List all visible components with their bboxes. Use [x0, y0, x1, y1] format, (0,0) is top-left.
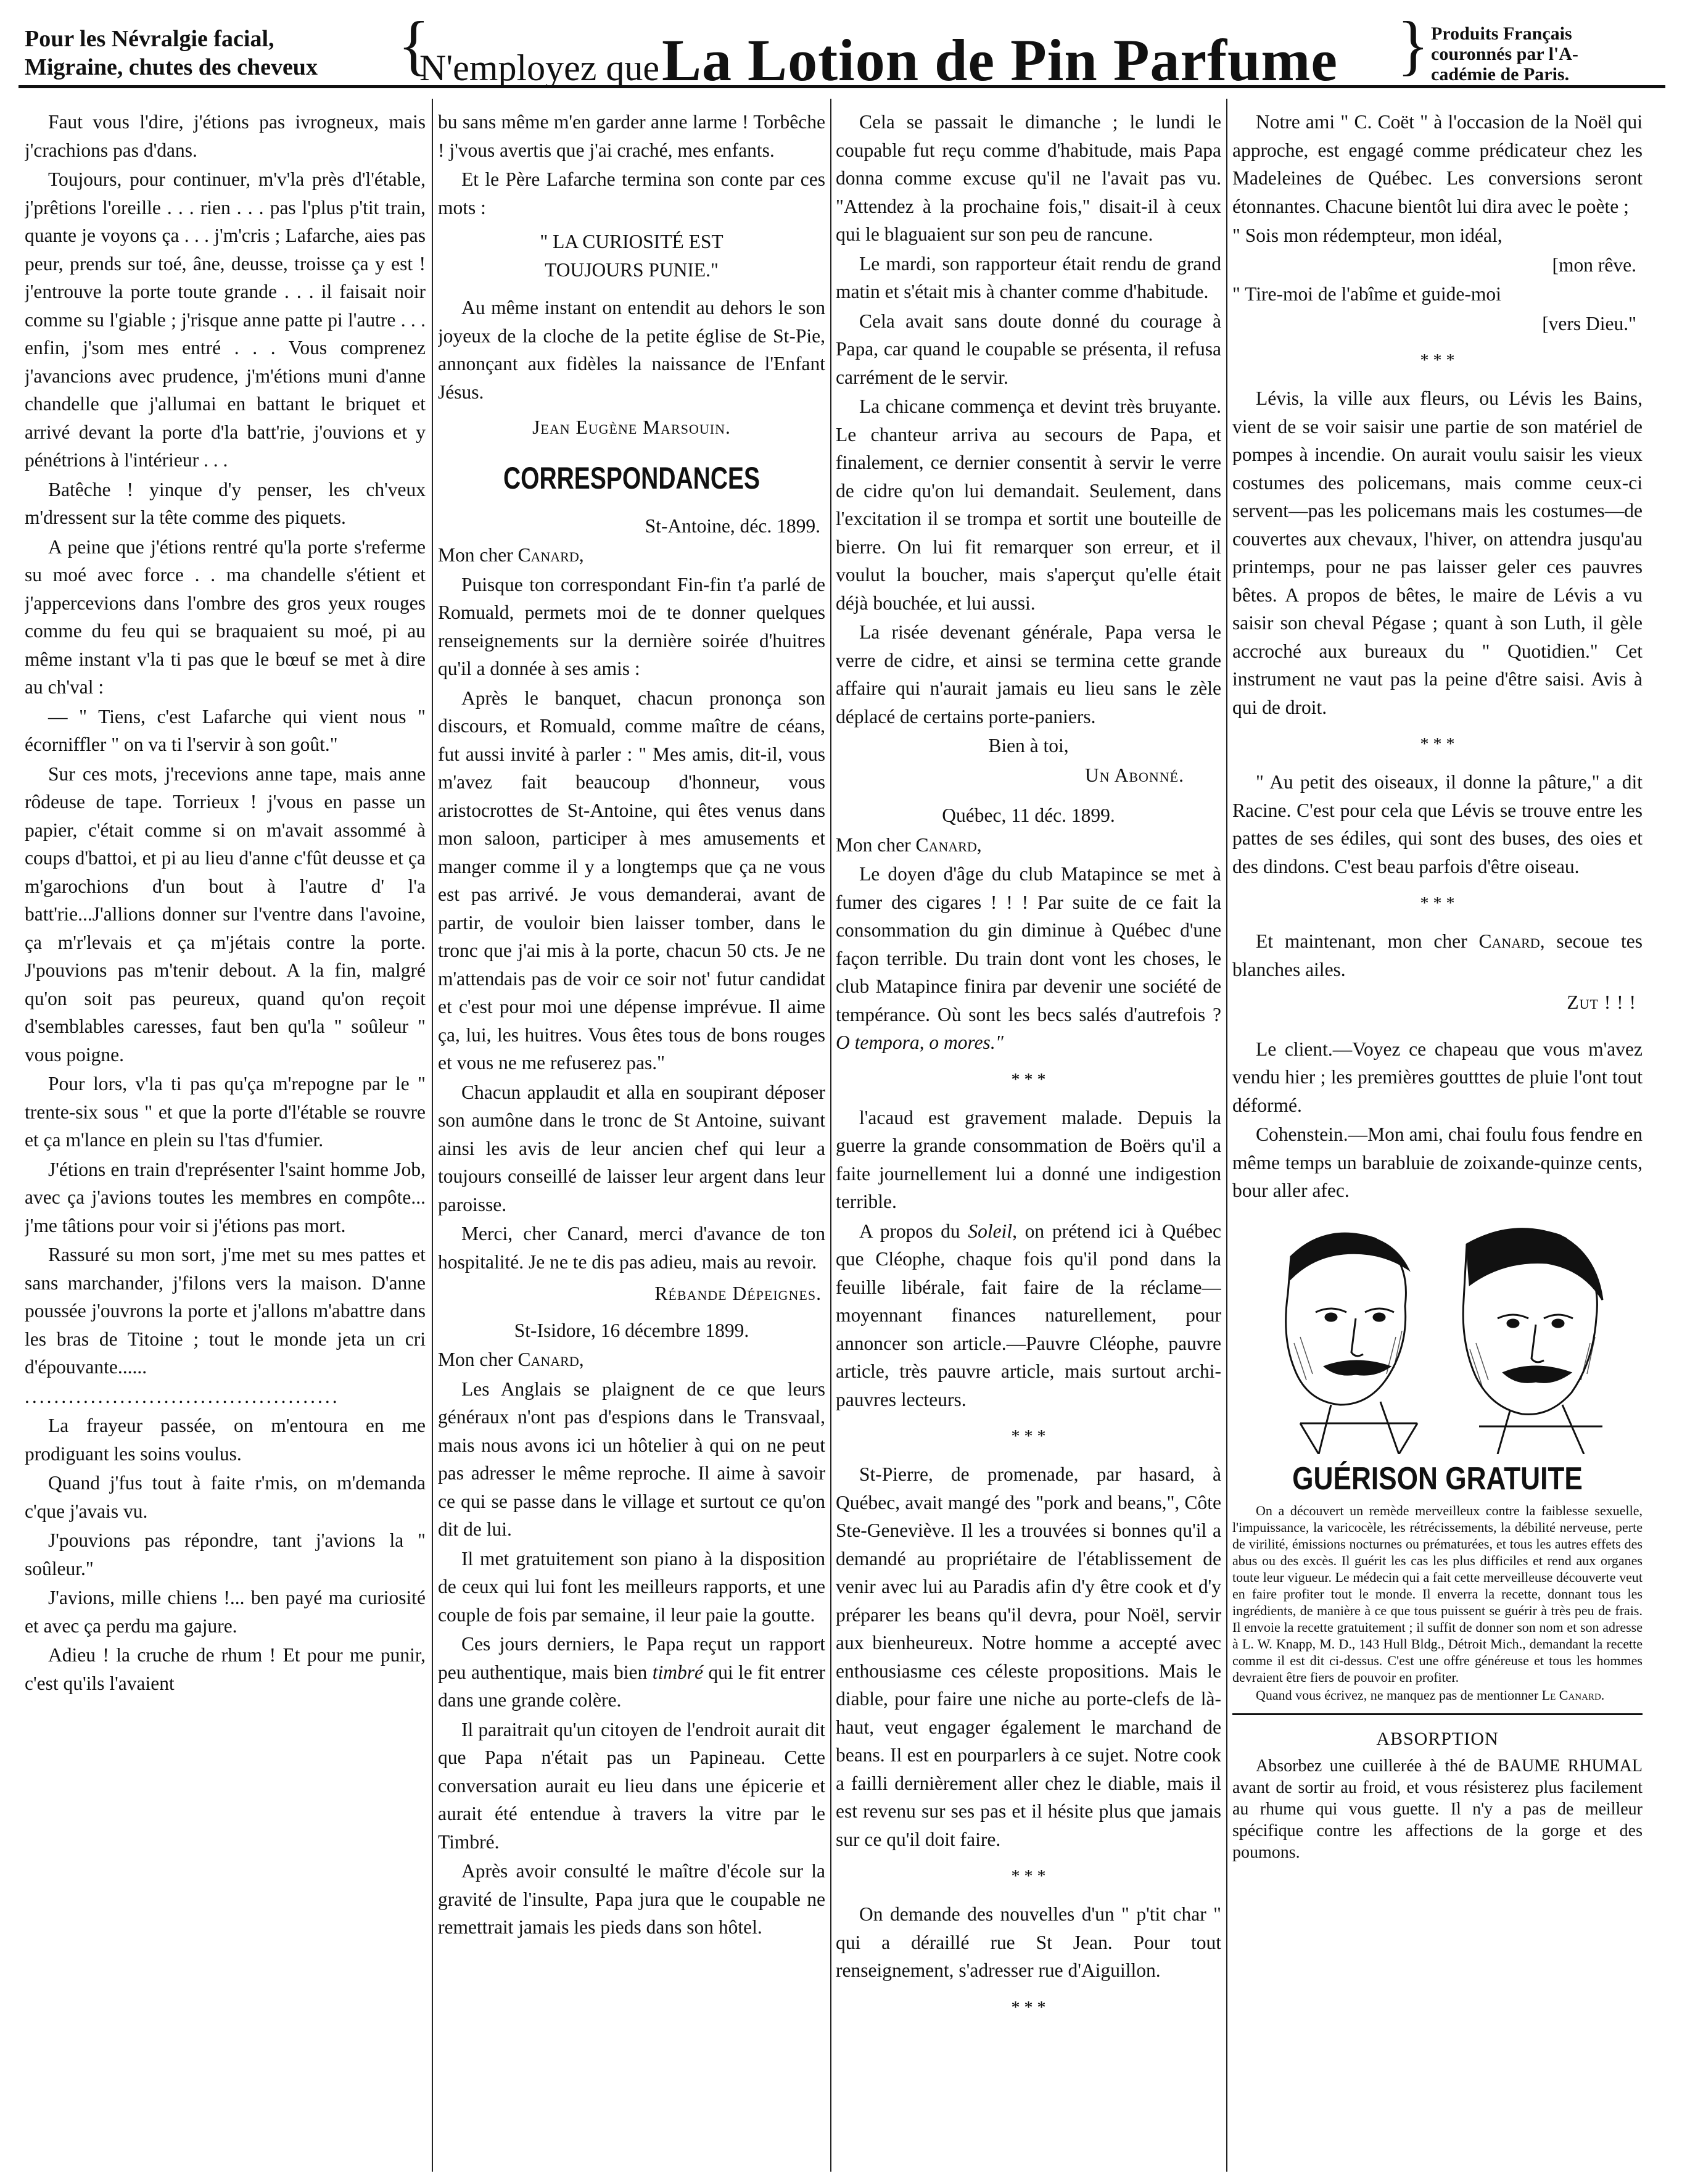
paragraph: Sur ces mots, j'recevions anne tape, mais anne rôdeuse de tape. Torrieux ! j'vous en passe un papier, c'était comme si on m'avait assommé à coups d'battoi, et pi au lieu d'anne c'fût deusse et ça m'garochions d'un bout à l'autre d' l'a batt'rie...J'allions donner sur l'ventre dans l'avoine, ça m'r'levais et ça m'jétais contre la porte. J'pouvions pas m'tenir debout. A la fin, malgré qu'on soit pas peureux, quand qu'on reçoit d'semblables caresses, faut ben qu'la " soûleur " vous poigne.: [25, 763, 426, 1065]
column-3: [836, 108, 1221, 2169]
masthead-prefix: N'employez que: [419, 48, 660, 88]
text-run: Le doyen d'âge du club Matapince se met à fumer des cigares ! ! ! Par suite de ce fait la consommation du gin diminue à Québec d'une façon terrible. Du train dont vont les choses, le club Matapince finira par devenir une société de tempérance. Où sont les becs salés d'autrefois ?: [836, 863, 1221, 1025]
quote-line: TOUJOURS PUNIE.": [545, 259, 719, 281]
dateline: St-Isidore, 16 décembre 1899.: [514, 1319, 749, 1341]
paragraph: La frayeur passée, on m'entoura en me prodiguant les soins voulus.: [25, 1415, 426, 1465]
quote-line: " LA CURIOSITÉ EST: [540, 231, 724, 252]
asterism-separator: * * *: [1420, 351, 1455, 370]
salutation-text: Mon cher: [438, 544, 518, 566]
paragraph: [836, 860, 1221, 1057]
column-rule-3: [1226, 99, 1227, 2172]
paragraph: bu sans même m'en garder anne larme ! Torbêche ! j'vous avertis que j'ai craché, mes enfants.: [438, 111, 825, 161]
column-1: [25, 108, 426, 2169]
column-4: [1232, 108, 1643, 2169]
paragraph: Lévis, la ville aux fleurs, ou Lévis les Bains, vient de se voir saisir une partie de son matériel de pompes à incendie. On aurait voulu saisir les vieux costumes des policemans, mais comme ceux-ci servent—pas les policemans mais les costumes—de couvertes aux chevaux, l'hiver, on attendra jusqu'au printemps, pour ne pas laisser geler ces pauvres bêtes. A propos de bêtes, le maire de Lévis a vu saisir son cheval Pégase ; quant à son Luth, il gèle accroché aux bureaux du " Quotidien." Cet instrument ne vaut pas la peine d'être saisi. Avis à qui de droit.: [1232, 387, 1643, 718]
masthead-right-line2: couronnés par l'A-: [1431, 44, 1578, 64]
asterism-separator: * * *: [1011, 1427, 1046, 1446]
italic-run: O tempora, o mores.": [836, 1032, 1004, 1053]
paragraph: Après avoir consulté le maître d'école sur la gravité de l'insulte, Papa jura que le coupable ne remettrait jamais les pieds dans son hôtel.: [438, 1860, 825, 1938]
two-portraits-engraving: [1232, 1220, 1639, 1454]
masthead-right-line3: cadémie de Paris.: [1431, 64, 1570, 85]
author-signature: Zut ! ! !: [1567, 991, 1636, 1013]
paragraph: [836, 1217, 1221, 1414]
asterism-separator: * * *: [1420, 735, 1455, 754]
advertisement-heading: ABSORPTION: [1376, 1728, 1499, 1749]
text-run: , on prétend ici à Québec que Cléophe, chaque fois qu'il pond dans la feuille libérale, fait faire de la réclame—moyennant finances naturellement, pour annoncer son article.—Pauvre Cléophe, pauvre article, très pauvre article, mais surtout archi-pauvres lecteurs.: [836, 1220, 1221, 1410]
author-signature: Rébande Dépeignes.: [654, 1283, 822, 1304]
asterism-separator: * * *: [1420, 894, 1455, 913]
paragraph: La risée devenant générale, Papa versa le verre de cidre, et ainsi se termina cette grande affaire qui n'aurait jamais eu lieu sans le zèle déplacé de certains porte-paniers.: [836, 621, 1221, 727]
paragraph: Quand j'fus tout à faite r'mis, on m'demanda c'que j'avais vu.: [25, 1472, 426, 1522]
paragraph: On demande des nouvelles d'un " p'tit char " qui a déraillé rue St Jean. Pour tout renseignement, s'adresser rue d'Aiguillon.: [836, 1903, 1221, 1981]
column-rule-2: [830, 99, 831, 2172]
paragraph: A peine que j'étions rentré qu'la porte s'referme su moé avec force . . ma chandelle s'étient et j'appercevions dans l'ombre des gros yeux rouges comme du feu qui se braquaient su moé, pi au même instant v'la ti pas que le bœuf se met à dire au ch'val :: [25, 536, 426, 698]
advertisement-divider: [1232, 1713, 1643, 1715]
salutation-name: Canard,: [517, 544, 584, 566]
paragraph: Au même instant on entendit au dehors le son joyeux de la cloche de la petite église de St-Pie, annonçant aux fidèles la naissance de l'Enfant Jésus.: [438, 297, 825, 403]
paragraph: Cela se passait le dimanche ; le lundi le coupable fut reçu comme d'habitude, mais Papa donna comme excuse qu'il ne l'avait pas vu. "Attendez à la prochaine fois," disait-il à ceux qui le blaguaient sur son peu de rancune.: [836, 111, 1221, 245]
paragraph: J'étions en train d'représenter l'saint homme Job, avec ça j'avions toutes les membres en compôte... j'me tâtions pour voir si j'étions pas mort.: [25, 1158, 426, 1236]
paragraph: Rassuré su mon sort, j'me met su mes pattes et sans marchander, j'filons vers la maison. D'anne poussée j'ouvrons la porte et j'allons m'abattre dans les bras de Titoine ; tout le monde jeta un cri d'épouvante......: [25, 1244, 426, 1378]
poem-line: " Sois mon rédempteur, mon idéal,: [1232, 225, 1503, 246]
paragraph: Chacun applaudit et alla en soupirant déposer son aumône dans le tronc de St Antoine, suivant ainsi les avis de leur ancien chef qui leur a toujours conseillé de laisser leur argent dans leur paroisse.: [438, 1081, 825, 1215]
paragraph: Faut vous l'dire, j'étions pas ivrogneux, mais j'crachions pas d'dans.: [25, 111, 426, 161]
paragraph: J'avions, mille chiens !... ben payé ma curiosité et avec ça perdu ma gajure.: [25, 1587, 426, 1637]
column-rule-1: [432, 99, 433, 2172]
paragraph: J'pouvions pas répondre, tant j'avions la " soûleur.": [25, 1529, 426, 1579]
paragraph: [1232, 927, 1643, 983]
salutation-text: Mon cher: [438, 1349, 518, 1370]
advertisement-footnote: [1232, 1687, 1643, 1703]
paragraph: Il paraitrait qu'un citoyen de l'endroit aurait dit que Papa n'était pas un Papineau. Cette conversation aurait eu lieu dans une épicerie et aurait été entendue à travers la vitre par le Timbré.: [438, 1718, 825, 1853]
paragraph: Le mardi, son rapporteur était rendu de grand matin et s'était mis à chanter comme d'habitude.: [836, 252, 1221, 302]
asterism-separator: * * *: [1011, 1998, 1046, 2017]
paragraph: — " Tiens, c'est Lafarche qui vient nous " écorniffler " on va ti l'servir à son goût.": [25, 705, 426, 755]
left-brace: {: [398, 9, 430, 82]
paragraph: Notre ami " C. Coët " à l'occasion de la Noël qui approche, est engagé comme prédicateur chez les Madeleines de Québec. Les conversions seront étonnantes. Chacune bientôt lui dira avec le poète ;: [1232, 111, 1643, 217]
paragraph: Et le Père Lafarche termina son conte par ces mots :: [438, 168, 825, 218]
text-run: Quand vous écrivez, ne manquez pas de mentionner: [1256, 1687, 1542, 1703]
paragraph: l'acaud est gravement malade. Depuis la guerre la grande consommation de Boërs qu'il a faite journellement lui a donné une indigestion terrible.: [836, 1106, 1221, 1212]
masthead-left-line2: Migraine, chutes des cheveux: [25, 54, 318, 80]
column-2: [438, 108, 825, 2169]
masthead-left-tagline: [25, 25, 389, 81]
dateline: St-Antoine, déc. 1899.: [645, 515, 820, 537]
text-run: Et maintenant, mon cher: [1256, 930, 1479, 952]
canard-name: Le Canard.: [1541, 1687, 1605, 1703]
salutation: [438, 1346, 825, 1374]
paragraph: Merci, cher Canard, merci d'avance de ton hospitalité. Je ne te dis pas adieu, mais au revoir.: [438, 1223, 825, 1273]
dateline: Québec, 11 déc. 1899.: [942, 805, 1115, 826]
paragraph: Cela avait sans doute donné du courage à Papa, car quand le coupable se présenta, il refusa carrément de le servir.: [836, 310, 1221, 388]
text-run: Ces jours derniers, le Papa reçut un rapport peu authentique, mais bien: [438, 1633, 825, 1683]
paragraph: St-Pierre, de promenade, par hasard, à Québec, avait mangé des "pork and beans,", Côte Ste-Geneviève. Il les a trouvées si bonnes qu'il a demandé au propriétaire de l'établissement de venir avec lui au Paradis afin d'y être cook et d'y préparer les beans qu'il devra, pour Noël, servir aux bienheureux. Notre homme a accepté avec enthousiasme ces céleste propositions. Mais le diable, pour faire une niche au porte-clefs de là-haut, veut engager également le marchand de beans. Il est en pourparlers à ce sujet. Notre cook a failli dernièrement aller chez le diable, mais il est revenu sur ses pas et il hésite plus que jamais sur ce qu'il doit faire.: [836, 1463, 1221, 1850]
salutation-text: Mon cher: [836, 833, 916, 856]
paragraph: Adieu ! la cruche de rhum ! Et pour me punir, c'est qu'ils l'avaient: [25, 1644, 426, 1694]
text-run: qui le fit entrer dans une grande colère.: [438, 1661, 825, 1711]
paragraph: Après le banquet, chacun prononça son discours, et Romuald, comme maître de céans, fut aussi invité à parler : " Mes amis, dit-il, vous m'avez fait beaucoup d'honneur, vous aristocrottes de St-Antoine, qui êtes venus dans mon saloon, participer à mes amusements et manger comme il y a longtemps que ça ne vous est pas arrivé. Je vous demanderai, avant de partir, de vouloir bien laisser tomber, dans le tronc que j'ai mis à la porte, chacun 50 cts. Je ne m'attendais pas de voir ce soir not' futur candidat et c'est pour moi une dépense imprévue. Il aime ça, lui, les huitres. Vous êtes tous de bons rouges et vous ne me refuserez pas.": [438, 687, 825, 1073]
masthead-center: [419, 26, 1400, 94]
paragraph: Il met gratuitement son piano à la disposition de ceux qui lui font les meilleurs rapports, et une couple de fois par semaine, il leur paie la goutte.: [438, 1547, 825, 1626]
paragraph: Pour lors, v'la ti pas qu'ça m'repogne par le " trente-six sous " et que la porte d'l'étable se rouvre et ça m'lance en plein su l'tas d'fumier.: [25, 1073, 426, 1151]
paragraph: " Au petit des oiseaux, il donne la pâture," a dit Racine. C'est pour cela que Lévis se trouve entre les pattes de ses édiles, qui sont des buses, des oies et des dindons. C'est beau parfois d'être oiseau.: [1232, 771, 1643, 877]
masthead-title: La Lotion de Pin Parfume: [662, 27, 1338, 93]
masthead-left-line1: Pour les Névralgie facial,: [25, 26, 274, 52]
author-signature: Un Abonné.: [1084, 764, 1184, 786]
asterism-separator: * * *: [1011, 1070, 1046, 1090]
paragraph: Toujours, pour continuer, m'v'la près d'l'étable, j'prêtions l'oreille . . . rien . . . pas l'plus p'tit train, quante je voyons ça . . . j'm'cris ; Lafarche, aies pas peur, prends sur toé, âne, deusse, troisse ça y est ! j'entrouve la porte toute grande . . . il faisait noir comme su l'giable ; j'risque anne patte pi l'autre . . . enfin, j'som mes entré . . . Vous comprenez j'avancions avec prudence, j'm'étions muni d'anne chandelle que j'allumai en battant le briquet et arrivé devant la porte d'la batt'rie, j'ouvions et y pénétrions à l'intérieur . . .: [25, 168, 426, 471]
masthead-banner: [19, 9, 1665, 93]
advertisement-heading: GUÉRISON GRATUITE: [1292, 1460, 1583, 1497]
italic-run: timbré: [652, 1661, 703, 1683]
letter-closing: Bien à toi,: [988, 735, 1069, 756]
salutation-name: Canard,: [915, 833, 982, 856]
poem-line: " Tire-moi de l'abîme et guide-moi: [1232, 283, 1501, 305]
advertisement-illustration: [1232, 1220, 1643, 1454]
salutation-name: Canard,: [517, 1349, 584, 1370]
author-signature: Jean Eugène Marsouin.: [532, 416, 731, 438]
masthead-right-line1: Produits Français: [1431, 23, 1572, 44]
masthead-right-tagline: [1431, 23, 1665, 85]
paragraph: Cohenstein.—Mon ami, chai foulu fous fendre en même temps un barabluie de zoixande-quinze cents, bour aller afec.: [1232, 1123, 1643, 1201]
salutation: [438, 541, 825, 569]
paragraph: Les Anglais se plaignent de ce que leurs généraux n'ont pas d'espions dans le Transvaal, mais nous avons ici un hôtelier à qui on ne peut pas adresser le même reproche. Il aime à savoir ce qui se passe dans le village et surtout ce qu'on dit de lui.: [438, 1378, 825, 1540]
advertisement-body: On a découvert un remède merveilleux contre la faiblesse sexuelle, l'impuissance, la varicocèle, les rétrécissements, la débilité nerveuse, perte de virilité, émissions nocturnes ou prématurées, et tous les autres effets des abus ou des excès. Il guérit les cas les plus difficiles et rend aux organes toute leur vigueur. Le médecin qui a fait cette merveilleuse découverte veut en faire profiter tout le monde. Il enverra la recette, donnant tous les ingrédients, de manière à ce que tous puissent se guérir à très peu de frais. Il envoie la recette gratuitement ; il suffit de donner son nom et son adresse à L. W. Knapp, M. D., 143 Hull Bldg., Détroit Mich., demandant la recette comme il est dit ci-dessus. C'est une offre généreuse et tous les hommes devraient être fiers de pouvoir en profiter.: [1232, 1502, 1643, 1685]
poem-line-continuation: [mon rêve.: [1552, 254, 1636, 276]
dotted-separator: ...........................................: [25, 1385, 340, 1407]
text-run: A propos du: [859, 1220, 968, 1242]
salutation: [836, 831, 1221, 859]
paragraph: Puisque ton correspondant Fin-fin t'a parlé de Romuald, permets moi de te donner quelques renseignements sur la dernière soirée d'huitres qu'il a donnée à ses amis :: [438, 573, 825, 679]
paragraph: [438, 1630, 825, 1715]
text-run: secoue tes blanches ailes.: [1232, 930, 1643, 980]
canard-name: Canard,: [1478, 930, 1545, 952]
poem-line-continuation: [vers Dieu.": [1542, 312, 1636, 334]
paragraph: Le client.—Voyez ce chapeau que vous m'avez vendu hier ; les premières goutttes de pluie l'ont tout déformé.: [1232, 1038, 1643, 1116]
paragraph: Batêche ! yinque d'y penser, les ch'veux m'dressent sur la tête comme des piquets.: [25, 478, 426, 528]
paragraph: La chicane commença et devint très bruyante. Le chanteur arriva au secours de Papa, et finalement, ce dernier consentit à servir le verre de cidre qu'on lui demandait. Seulement, dans l'excitation il se trompa et sortit une bouteille de bierre. On lui fit remarquer son erreur, et il voulut la boucher, mais s'aperçut qu'elle était déjà bouchée, et lui aussi.: [836, 395, 1221, 614]
italic-run: Soleil: [968, 1220, 1013, 1242]
section-heading: CORRESPONDANCES: [503, 460, 761, 495]
asterism-separator: * * *: [1011, 1867, 1046, 1886]
right-brace: }: [1397, 9, 1429, 82]
moral-quote: [438, 228, 825, 284]
advertisement-body: Absorbez une cuillerée à thé de BAUME RHUMAL avant de sortir au froid, et vous résisterez plus facilement au rhume qui vous guette. Il n'y a pas de meilleur spécifique contre les affections de la gorge et des poumons.: [1232, 1756, 1643, 1862]
